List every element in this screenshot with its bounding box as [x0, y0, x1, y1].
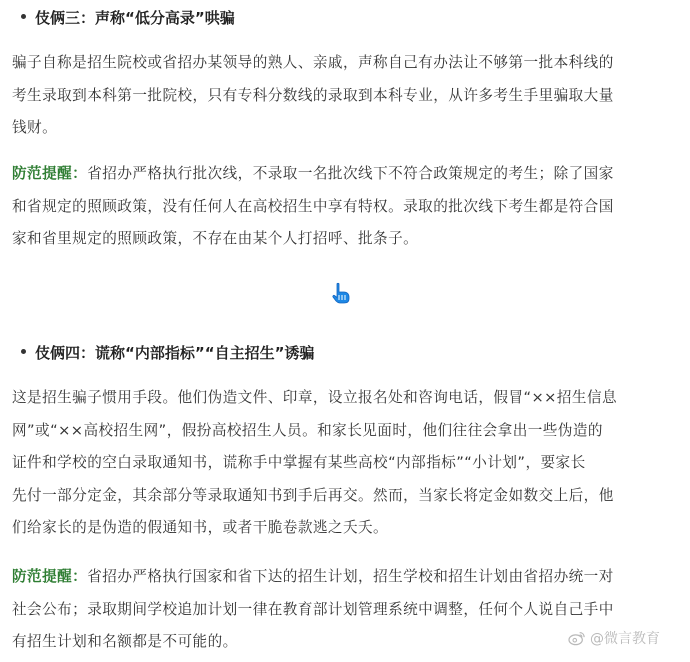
section-4-heading: [17, 343, 314, 363]
section-4-body-line: 网”或“××高校招生网”，假扮高校招生人员。和家长见面时，他们往往会拿出一些伪造的: [12, 421, 603, 439]
section-4-body-line: 先付一部分定金，其余部分等录取通知书到手后再交。然而，当家长将定金如数交上后，他: [12, 486, 614, 504]
tip-text: 省招办严格执行批次线，不录取一名批次线下不符合政策规定的考生；除了国家: [87, 165, 614, 182]
section-4-body-line: 们给家长的是伪造的假通知书，或者干脆卷款逃之夭夭。: [12, 519, 389, 536]
tip-label: 防范提醒：: [12, 165, 88, 182]
section-4-tip-line: [12, 561, 672, 594]
bullet-icon: [21, 349, 26, 354]
section-3-body-line: 钱财。: [12, 119, 58, 136]
section-4-heading-text: 伎俩四：谎称“内部指标”“自主招生”诱骗: [35, 344, 315, 362]
section-3-tip: [12, 158, 672, 256]
section-3-tip-line: [12, 158, 672, 191]
weibo-icon: [568, 630, 586, 646]
section-3-body: [12, 47, 672, 145]
weibo-watermark: [568, 628, 660, 648]
watermark-text: @微言教育: [590, 631, 660, 647]
section-3-tip-line: 家和省里规定的照顾政策，不存在由某个人打招呼、批条子。: [12, 230, 419, 247]
section-3-body-line: 考生录取到本科第一批院校，只有专科分数线的录取到本科专业，从许多考生手里骗取大量: [12, 86, 614, 104]
section-3-heading-text: 伎俩三：声称“低分高录”哄骗: [35, 9, 235, 27]
tip-text: 省招办严格执行国家和省下达的招生计划，招生学校和招生计划由省招办统一对: [87, 568, 614, 585]
section-4-body-line: 这是招生骗子惯用手段。他们伪造文件、印章，设立报名处和咨询电话，假冒“××招生信息: [12, 389, 618, 406]
section-3-body-line: 骗子自称是招生院校或省招办某领导的熟人、亲戚，声称自己有办法让不够第一批本科线的: [12, 54, 614, 71]
section-4-body-line: 证件和学校的空白录取通知书，谎称手中掌握有某些高校“内部指标”“小计划”，要家长: [12, 454, 586, 471]
section-4-body: [12, 382, 672, 545]
bullet-icon: [21, 14, 26, 19]
section-3-tip-line: 和省规定的照顾政策，没有任何人在高校招生中享有特权。录取的批次线下考生都是符合国: [12, 197, 614, 215]
section-4-tip-line: 有招生计划和名额都是不可能的。: [12, 633, 238, 650]
section-4-tip-line: 社会公布；录取期间学校追加计划一律在教育部计划管理系统中调整，任何个人说自己手中: [12, 600, 614, 618]
section-3-heading: [17, 8, 235, 28]
tip-label: 防范提醒：: [12, 568, 88, 585]
pointing-hand-icon: [329, 281, 353, 305]
